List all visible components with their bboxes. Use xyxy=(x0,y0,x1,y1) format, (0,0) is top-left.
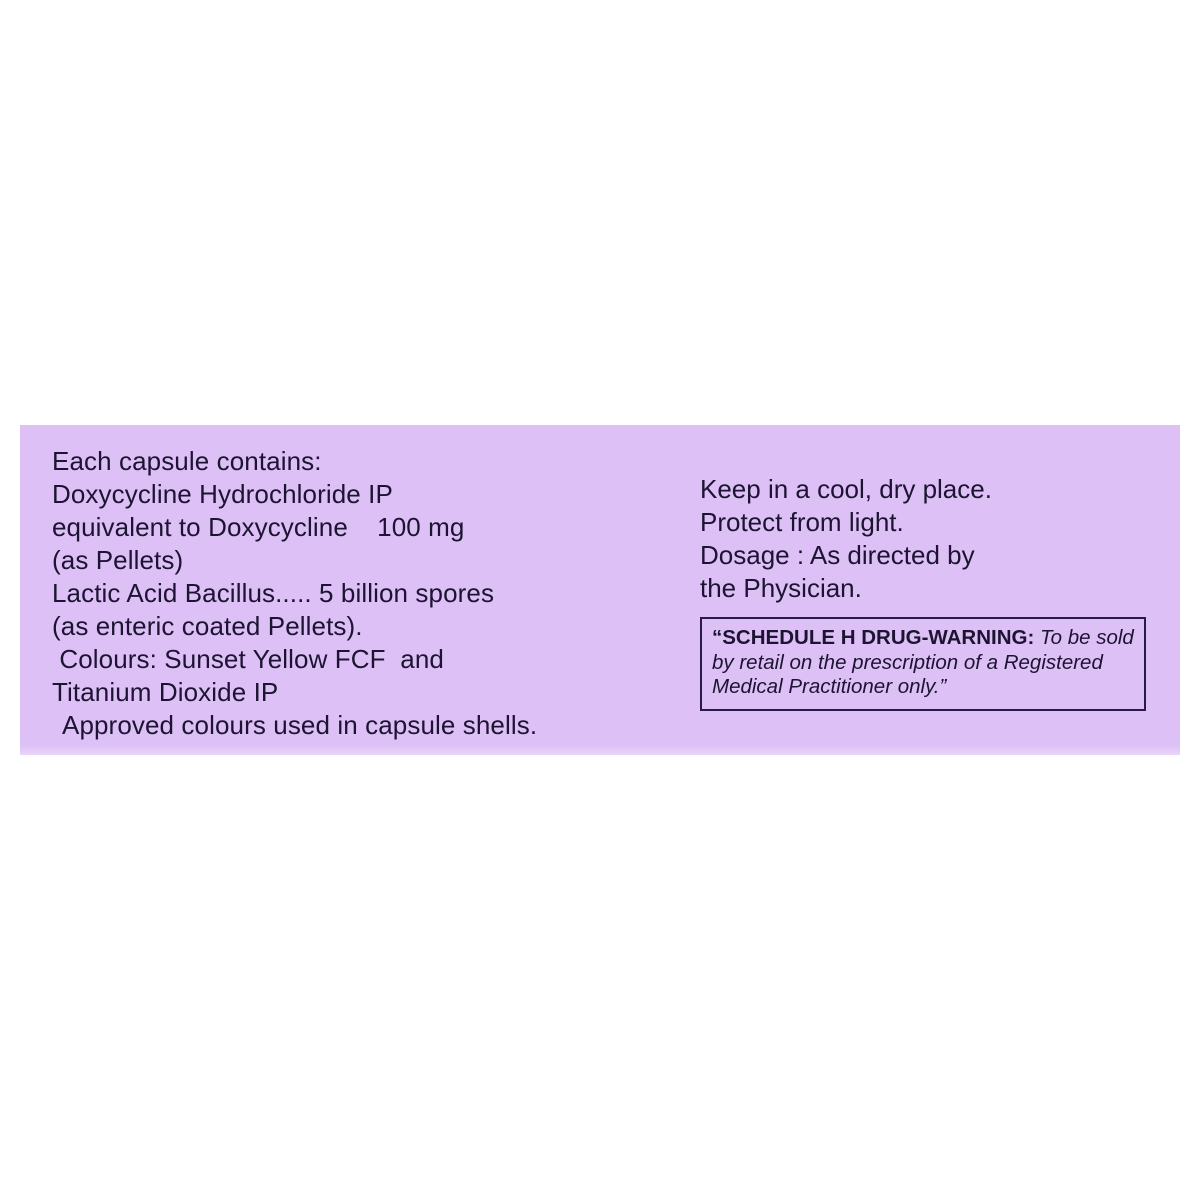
approved-colours-note: Approved colours used in capsule shells. xyxy=(62,710,538,740)
dosage-line-2: the Physician. xyxy=(700,573,862,603)
composition-line-4: Lactic Acid Bacillus..... 5 billion spores xyxy=(52,578,495,608)
composition-line-7: Titanium Dioxide IP xyxy=(52,677,279,707)
storage-instructions-block xyxy=(700,473,1150,605)
composition-line-2: equivalent to Doxycycline 100 mg xyxy=(52,512,465,542)
composition-line-3: (as Pellets) xyxy=(52,545,184,575)
composition-line-5: (as enteric coated Pellets). xyxy=(52,611,363,641)
composition-line-1: Doxycycline Hydrochloride IP xyxy=(52,479,393,509)
composition-heading: Each capsule contains: xyxy=(52,446,322,476)
composition-line-6: Colours: Sunset Yellow FCF and xyxy=(52,644,444,674)
storage-line-1: Keep in a cool, dry place. xyxy=(700,474,992,504)
schedule-h-warning-heading: “SCHEDULE H DRUG-WARNING: xyxy=(712,626,1035,649)
carton-text-panel xyxy=(20,425,1180,755)
composition-block xyxy=(52,445,652,742)
schedule-h-warning-body: To be sold by retail on the prescription of a Registered Medical Practitioner only.” xyxy=(712,626,1134,698)
schedule-h-warning-box xyxy=(700,617,1146,711)
schedule-h-warning-text xyxy=(712,626,1134,700)
dosage-line-1: Dosage : As directed by xyxy=(700,540,975,570)
storage-line-2: Protect from light. xyxy=(700,507,904,537)
